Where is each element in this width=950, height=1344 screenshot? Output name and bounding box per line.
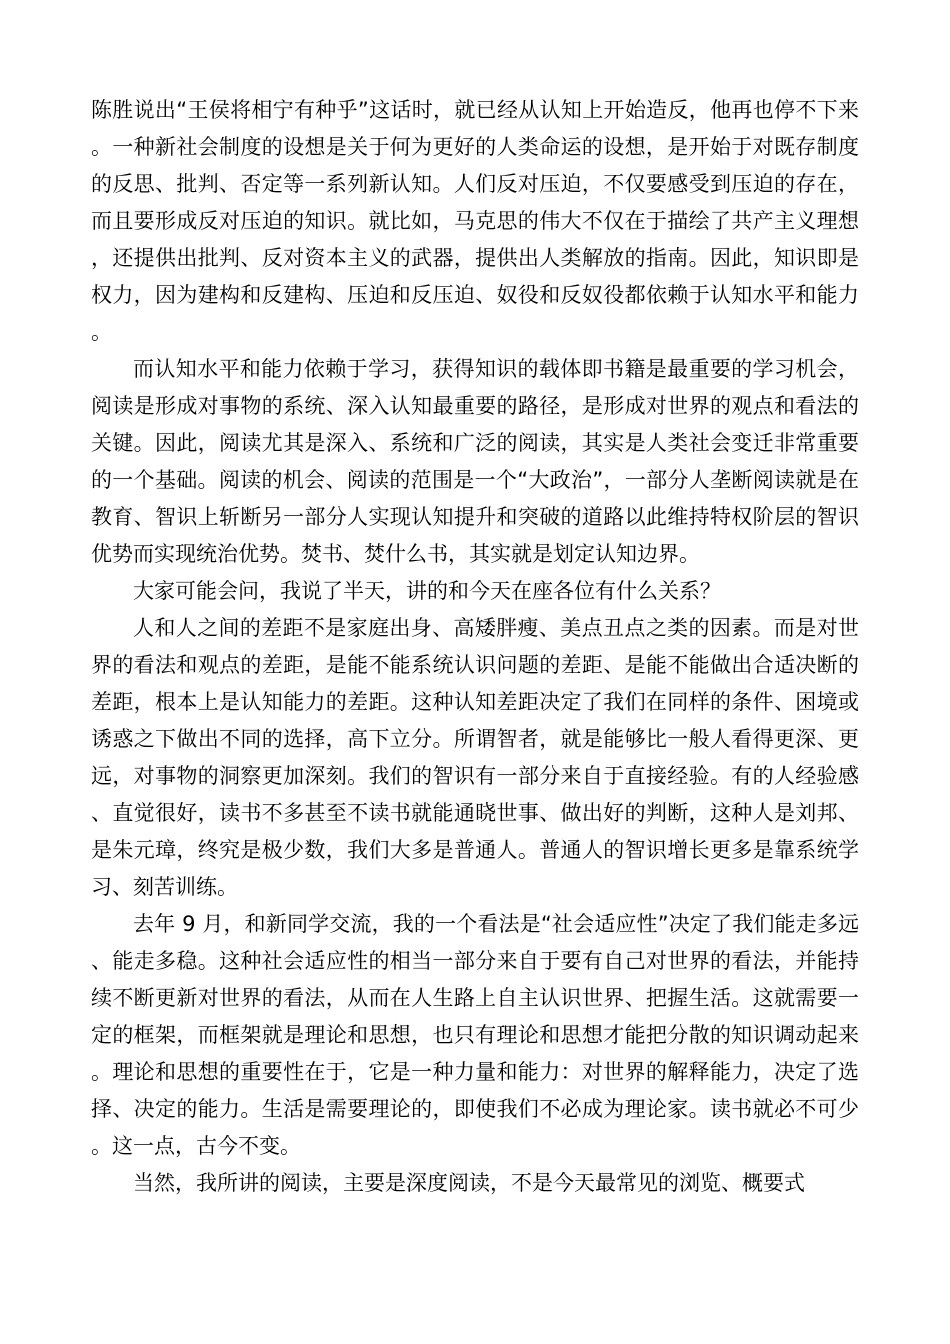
paragraph-5: 去年 9 月，和新同学交流，我的一个看法是“社会适应性”决定了我们能走多远、能走多稳。这种社会适应性的相当一部分来自于要有自己对世界的看法，并能持续不断更新对世界的看法，从而在人生路上自主认识世界、把握生活。这就需要一定的框架，而框架就是理论和思想，也只有理论和思想才能把分散的知识调动起来。理论和思想的重要性在于，它是一种力量和能力：对世界的解释能力，决定了选择、决定的能力。生活是需要理论的，即使我们不必成为理论家。读书就必不可少。这一点，古今不变。 bbox=[91, 912, 859, 1158]
paragraph-1: 陈胜说出“王侯将相宁有种乎”这话时，就已经从认知上开始造反，他再也停不下来。一种新社会制度的设想是关于何为更好的人类命运的设想，是开始于对既存制度的反思、批判、否定等一系列新认知。人们反对压迫，不仅要感受到压迫的存在，而且要形成反对压迫的知识。就比如，马克思的伟大不仅在于描绘了共产主义理想，还提供出批判、反对资本主义的武器，提供出人类解放的指南。因此，知识即是权力，因为建构和反建构、压迫和反压迫、奴役和反奴役都依赖于认知水平和能力。 bbox=[91, 98, 859, 344]
paragraph-3: 大家可能会问，我说了半天，讲的和今天在座各位有什么关系？ bbox=[133, 579, 721, 603]
document-page bbox=[91, 92, 859, 1202]
paragraph-2: 而认知水平和能力依赖于学习，获得知识的载体即书籍是最重要的学习机会，阅读是形成对事物的系统、深入认知最重要的路径，是形成对世界的观点和看法的关键。因此，阅读尤其是深入、系统和广泛的阅读，其实是人类社会变迁非常重要的一个基础。阅读的机会、阅读的范围是一个“大政治”，一部分人垄断阅读就是在教育、智识上斩断另一部分人实现认知提升和突破的道路以此维持特权阶层的智识优势而实现统治优势。焚书、焚什么书，其实就是划定认知边界。 bbox=[91, 357, 859, 566]
paragraph-4: 人和人之间的差距不是家庭出身、高矮胖瘦、美点丑点之类的因素。而是对世界的看法和观点的差距，是能不能系统认识问题的差距、是能不能做出合适决断的差距，根本上是认知能力的差距。这种认知差距决定了我们在同样的条件、困境或诱惑之下做出不同的选择，高下立分。所谓智者，就是能够比一般人看得更深、更远，对事物的洞察更加深刻。我们的智识有一部分来自于直接经验。有的人经验感、直觉很好，读书不多甚至不读书就能通晓世事、做出好的判断，这种人是刘邦、是朱元璋，终究是极少数，我们大多是普通人。普通人的智识增长更多是靠系统学习、刻苦训练。 bbox=[91, 616, 859, 899]
paragraph-6: 当然，我所讲的阅读，主要是深度阅读，不是今天最常见的浏览、概要式 bbox=[133, 1171, 805, 1195]
